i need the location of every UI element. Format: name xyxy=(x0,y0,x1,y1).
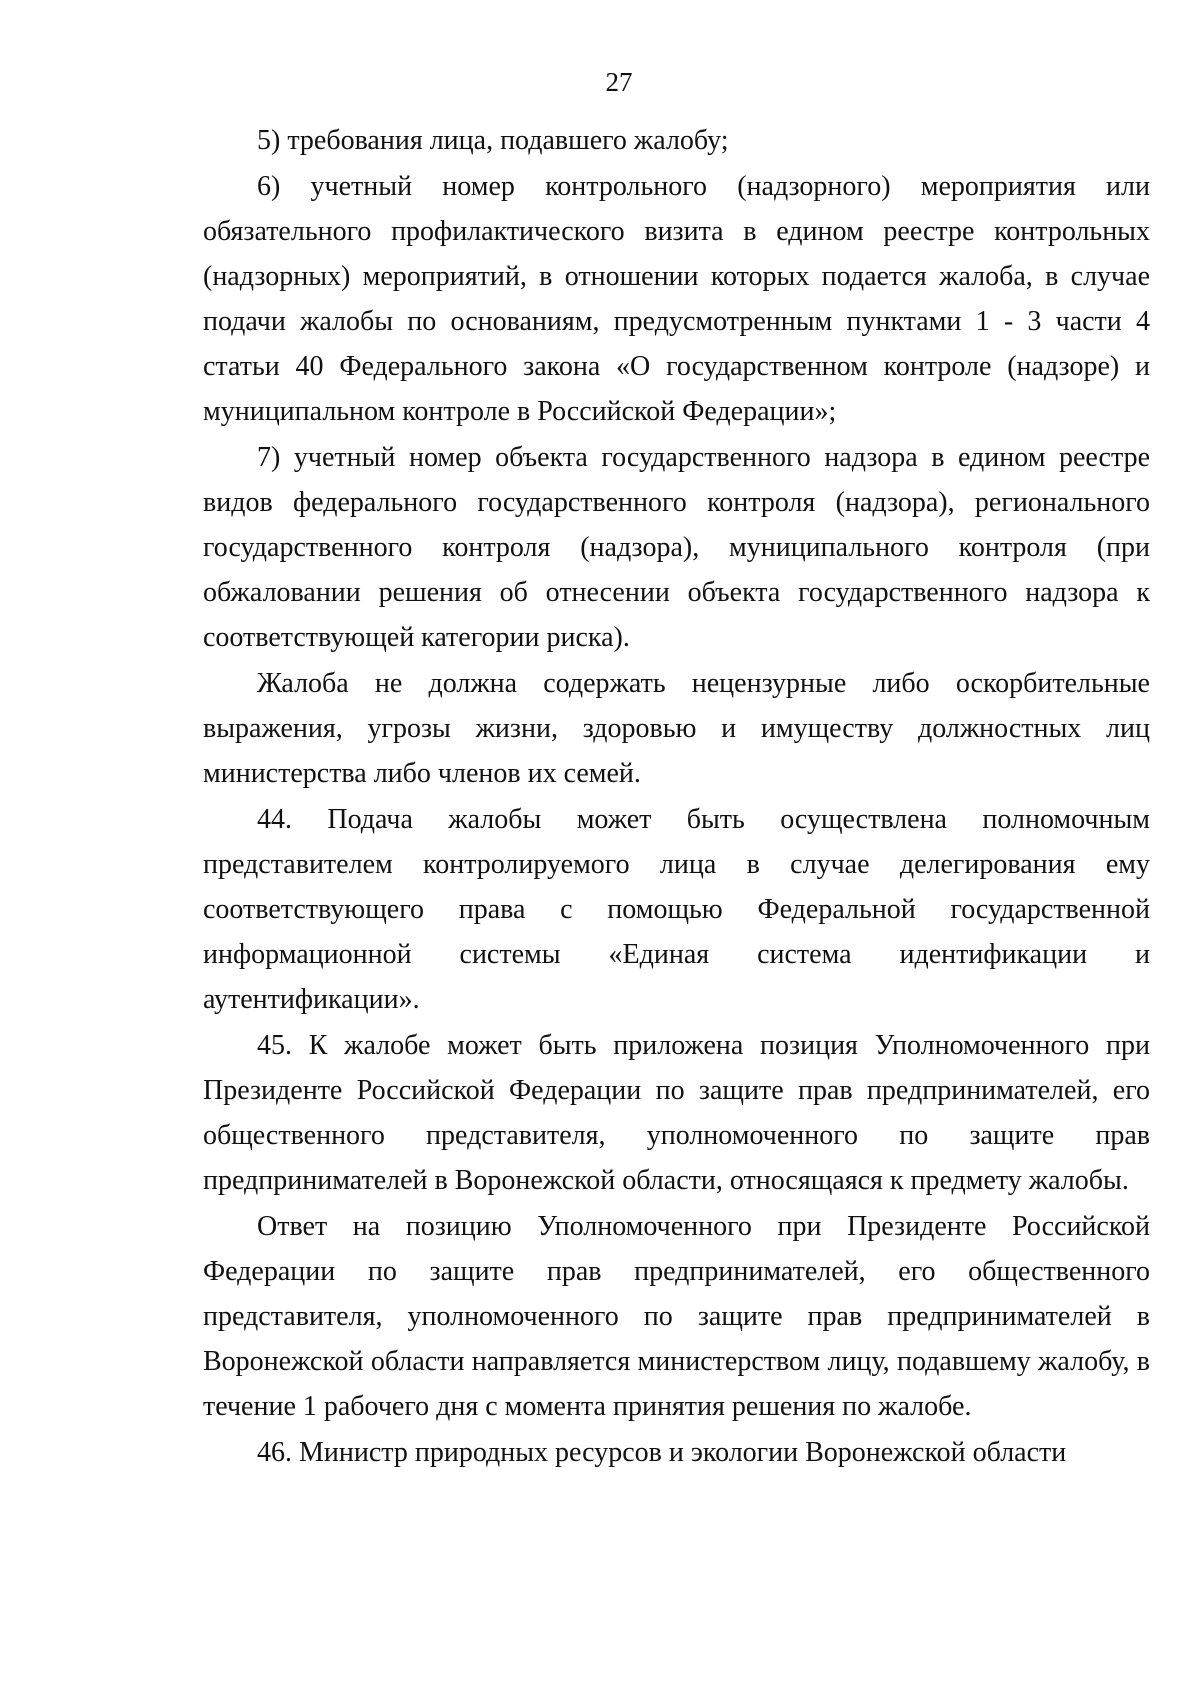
document-body xyxy=(203,118,1150,1476)
paragraph-46: 46. Министр природных ресурсов и экологии Воронежской области xyxy=(257,1437,1067,1468)
paragraph-item-5: 5) требования лица, подавшего жалобу; xyxy=(257,125,729,156)
paragraph-response: Ответ на позицию Уполномоченного при Президенте Российской Федерации по защите прав предпринимателей, его общественного представителя, уполномоченного по защите прав предпринимателей в Воронежской области направляется министерством лицу, подавшему жалобу, в течение 1 рабочего дня с момента принятия решения по жалобе. xyxy=(203,1211,1150,1422)
paragraph-item-7: 7) учетный номер объекта государственного надзора в едином реестре видов федерального государственного контроля (надзора), регионального государственного контроля (надзора), муниципального контроля (при обжаловании решения об отнесении объекта государственного надзора к соответствующей категории риска). xyxy=(203,442,1150,653)
paragraph-item-6: 6) учетный номер контрольного (надзорного) мероприятия или обязательного профилактического визита в едином реестре контрольных (надзорных) мероприятий, в отношении которых подается жалоба, в случае подачи жалобы по основаниям, предусмотренным пунктами 1 - 3 части 4 статьи 40 Федерального закона «О государственном контроле (надзоре) и муниципальном контроле в Российской Федерации»; xyxy=(203,171,1150,427)
paragraph-complaint-content: Жалоба не должна содержать нецензурные либо оскорбительные выражения, угрозы жизни, здоровью и имуществу должностных лиц министерства либо членов их семей. xyxy=(203,668,1150,789)
paragraph-44: 44. Подача жалобы может быть осуществлена полномочным представителем контролируемого лица в случае делегирования ему соответствующего права с помощью Федеральной государственной информационной системы «Единая система идентификации и аутентификации». xyxy=(203,804,1150,1015)
paragraph-45: 45. К жалобе может быть приложена позиция Уполномоченного при Президенте Российской Федерации по защите прав предпринимателей, его общественного представителя, уполномоченного по защите прав предпринимателей в Воронежской области, относящаяся к предмету жалобы. xyxy=(203,1030,1150,1196)
page-number: 27 xyxy=(605,67,633,97)
